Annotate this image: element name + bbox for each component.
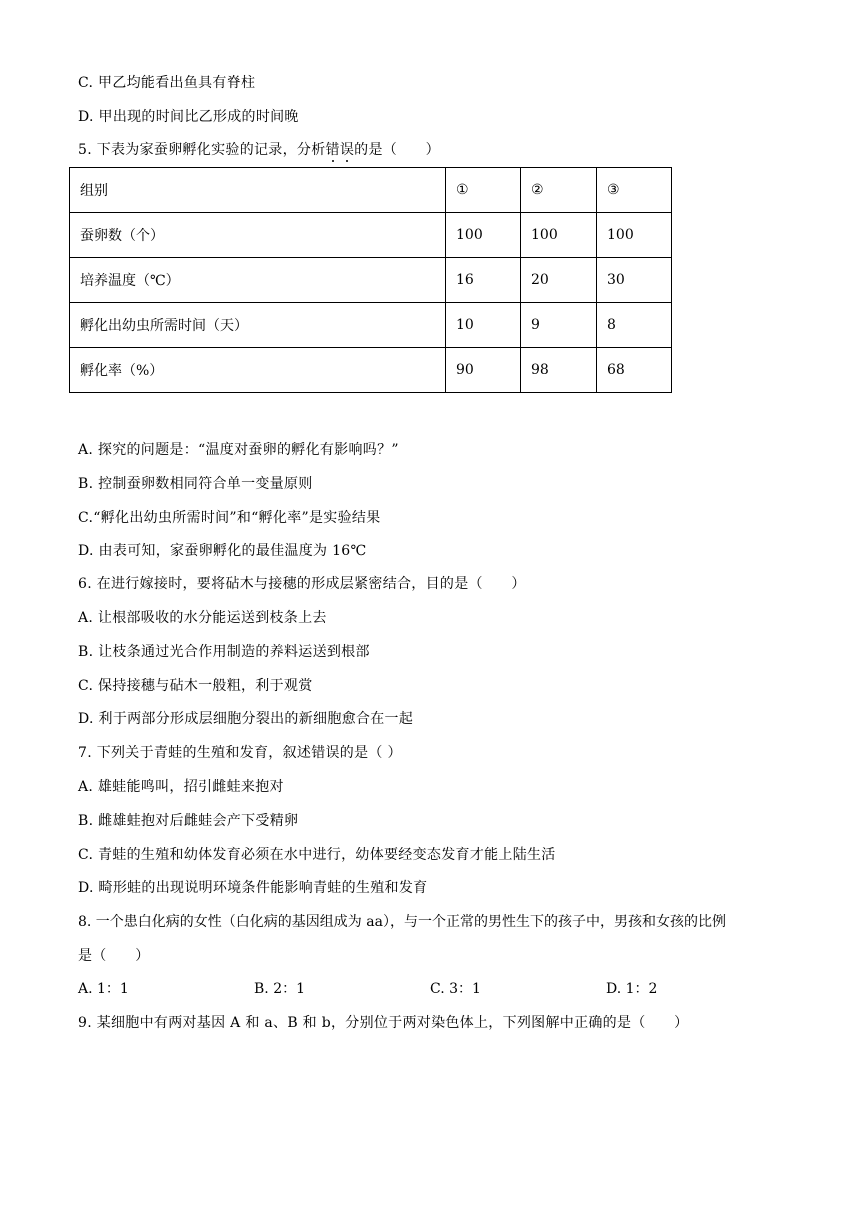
q5-stem-emphasis-1: 错 [325,142,340,158]
q8-stem: 8. 一个患白化病的女性（白化病的基因组成为 aa），与一个正常的男性生下的孩子中，男孩和女孩的比例 [78,914,726,930]
q7-option-a: A. 雄蛙能鸣叫，招引雌蛙来抱对 [78,779,284,795]
table-cell: 98 [521,348,597,393]
table-cell: 培养温度（℃） [70,258,446,303]
experiment-table [69,167,672,393]
q5-option-c: C.“孵化出幼虫所需时间”和“孵化率”是实验结果 [78,510,381,526]
table-cell: 9 [521,303,597,348]
q8-option-b: B. 2：1 [254,981,306,997]
q5-option-d: D. 由表可知，家蚕卵孵化的最佳温度为 16℃ [78,543,367,559]
q6-option-d: D. 利于两部分形成层细胞分裂出的新细胞愈合在一起 [78,711,414,727]
table-row [70,303,672,348]
table-cell: 蚕卵数（个） [70,213,446,258]
q8-stem-continued: 是（ ） [78,948,150,964]
table-cell: 100 [597,213,672,258]
q7-option-d: D. 畸形蛙的出现说明环境条件能影响青蛙的生殖和发育 [78,880,428,896]
q4-option-c: C. 甲乙均能看出鱼具有脊柱 [78,75,256,91]
table-cell: 100 [446,213,521,258]
q8-option-a: A. 1：1 [78,981,129,997]
q6-option-a: A. 让根部吸收的水分能运送到枝条上去 [78,610,327,626]
q5-option-a: A. 探究的问题是：“温度对蚕卵的孵化有影响吗？” [78,442,399,458]
q5-stem [78,140,440,160]
q6-option-c: C. 保持接穗与砧木一般粗，利于观赏 [78,678,313,694]
table-cell: 孵化出幼虫所需时间（天） [70,303,446,348]
table-cell: 90 [446,348,521,393]
table-row [70,213,672,258]
table-cell: 8 [597,303,672,348]
table-cell: ① [446,168,521,213]
q6-option-b: B. 让枝条通过光合作用制造的养料运送到根部 [78,644,370,660]
q7-option-b: B. 雌雄蛙抱对后雌蛙会产下受精卵 [78,813,299,829]
q7-option-c: C. 青蛙的生殖和幼体发育必须在水中进行，幼体要经变态发育才能上陆生活 [78,847,556,863]
q6-stem: 6. 在进行嫁接时，要将砧木与接穗的形成层紧密结合，目的是（ ） [78,576,526,592]
q8-option-c: C. 3：1 [430,981,481,997]
table-row [70,168,672,213]
q5-stem-text: 5. 下表为家蚕卵孵化实验的记录，分析 [78,142,326,158]
table-cell: ③ [597,168,672,213]
table-cell: 100 [521,213,597,258]
table-row [70,348,672,393]
q4-option-d: D. 甲出现的时间比乙形成的时间晚 [78,109,299,125]
table-cell: 组别 [70,168,446,213]
table-cell: 10 [446,303,521,348]
q5-option-b: B. 控制蚕卵数相同符合单一变量原则 [78,476,313,492]
q5-stem-tail: 的是（ ） [354,142,440,158]
table-row [70,258,672,303]
q9-stem: 9. 某细胞中有两对基因 A 和 a、B 和 b，分别位于两对染色体上，下列图解中正确的是（ ） [78,1015,689,1031]
table-cell: 20 [521,258,597,303]
table-cell: 68 [597,348,672,393]
table-cell: 30 [597,258,672,303]
q7-stem: 7. 下列关于青蛙的生殖和发育，叙述错误的是（ ） [78,745,402,761]
q8-option-d: D. 1：2 [606,981,658,997]
q5-stem-emphasis-2: 误 [339,142,355,158]
table-cell: ② [521,168,597,213]
table-cell: 16 [446,258,521,303]
table-cell: 孵化率（%） [70,348,446,393]
